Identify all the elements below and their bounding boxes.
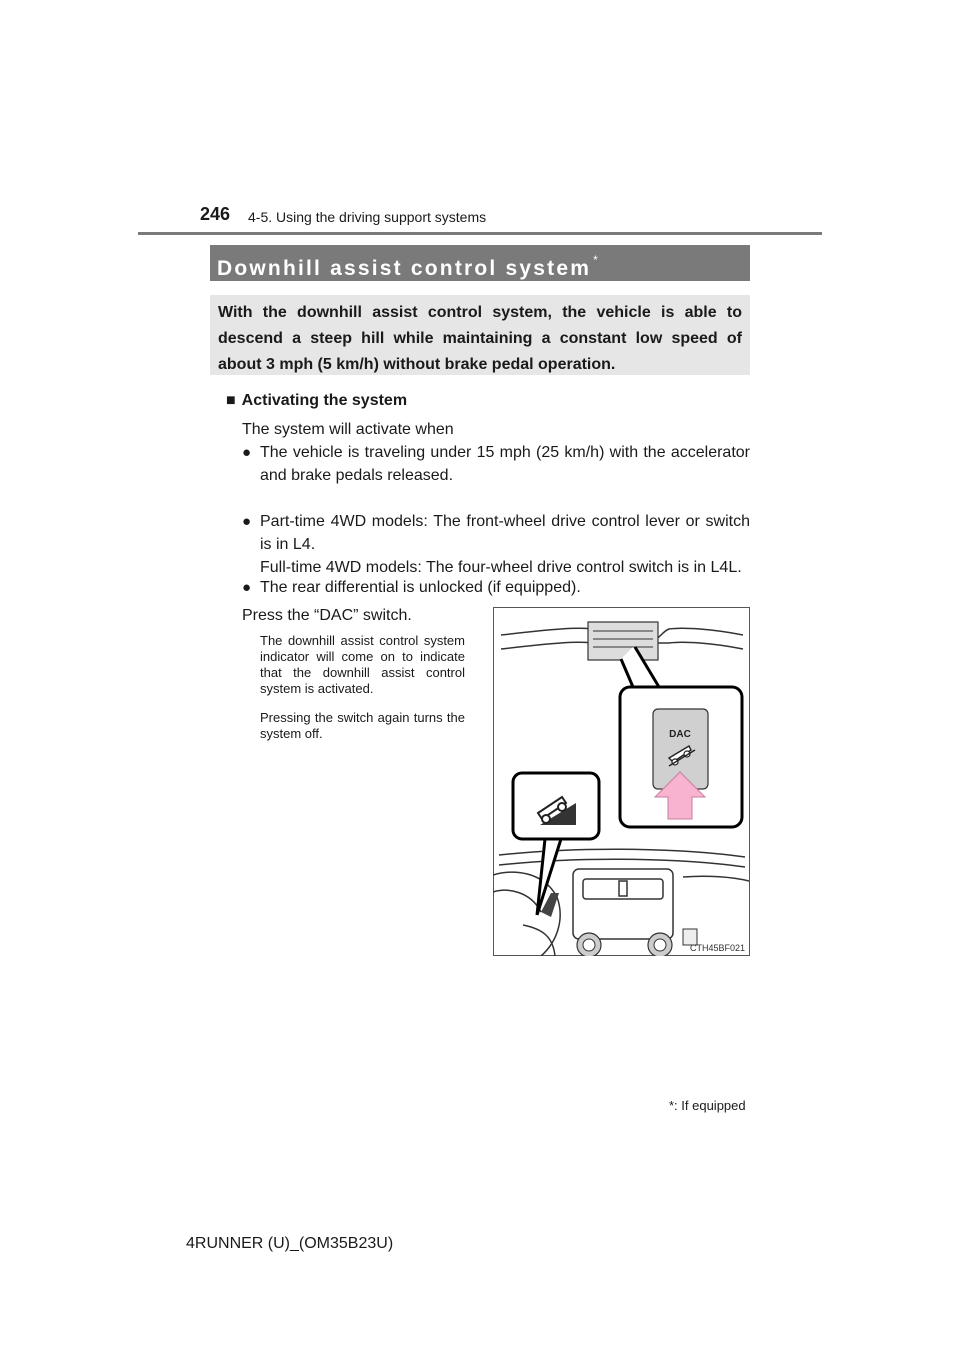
title-asterisk: * — [593, 253, 600, 267]
sub-heading — [226, 392, 407, 410]
bullet-dot-icon: ● — [242, 579, 252, 596]
square-bullet-icon: ■ — [226, 392, 236, 409]
note-text: Pressing the switch again turns the system off. — [260, 710, 465, 741]
page-number: 246 — [200, 204, 231, 224]
condition-text: The rear differential is unlocked (if equipped). — [260, 579, 581, 596]
footnote: *: If equipped — [669, 1098, 746, 1113]
bullet-dot-icon: ● — [242, 513, 252, 530]
header-rule — [138, 232, 822, 235]
condition-item — [242, 576, 750, 599]
figure-code: CTH45BF021 — [689, 943, 745, 953]
sub-heading-text: Activating the system — [241, 392, 408, 409]
condition-text: Part-time 4WD models: The front-wheel drive control lever or switch is in L4. — [260, 513, 750, 553]
condition-text-2: Full-time 4WD models: The four-wheel drive control switch is in L4L. — [260, 559, 742, 576]
section-title-text: Downhill assist control system — [217, 257, 592, 280]
condition-item — [242, 441, 750, 487]
dac-switch-label: DAC — [669, 729, 691, 740]
note-text: The downhill assist control system indicator will come on to indicate that the downhill assist control system is activated. — [260, 633, 465, 696]
model-footer: 4RUNNER (U)_(OM35B23U) — [186, 1235, 394, 1252]
dac-switch-illustration — [493, 607, 750, 956]
section-title — [210, 245, 750, 281]
condition-text: The vehicle is traveling under 15 mph (25 km/h) with the accelerator and brake pedals released. — [260, 444, 750, 484]
section-label: 4-5. Using the driving support systems — [248, 209, 487, 225]
bullet-dot-icon: ● — [242, 444, 252, 461]
lead-text: The system will activate when — [242, 421, 454, 438]
press-instruction: Press the “DAC” switch. — [242, 607, 412, 624]
condition-item — [242, 510, 750, 579]
intro-box: With the downhill assist control system, the vehicle is able to descend a steep hill while maintaining a constant low speed of about 3 mph (5 km/h) without brake pedal operation. — [210, 295, 750, 375]
